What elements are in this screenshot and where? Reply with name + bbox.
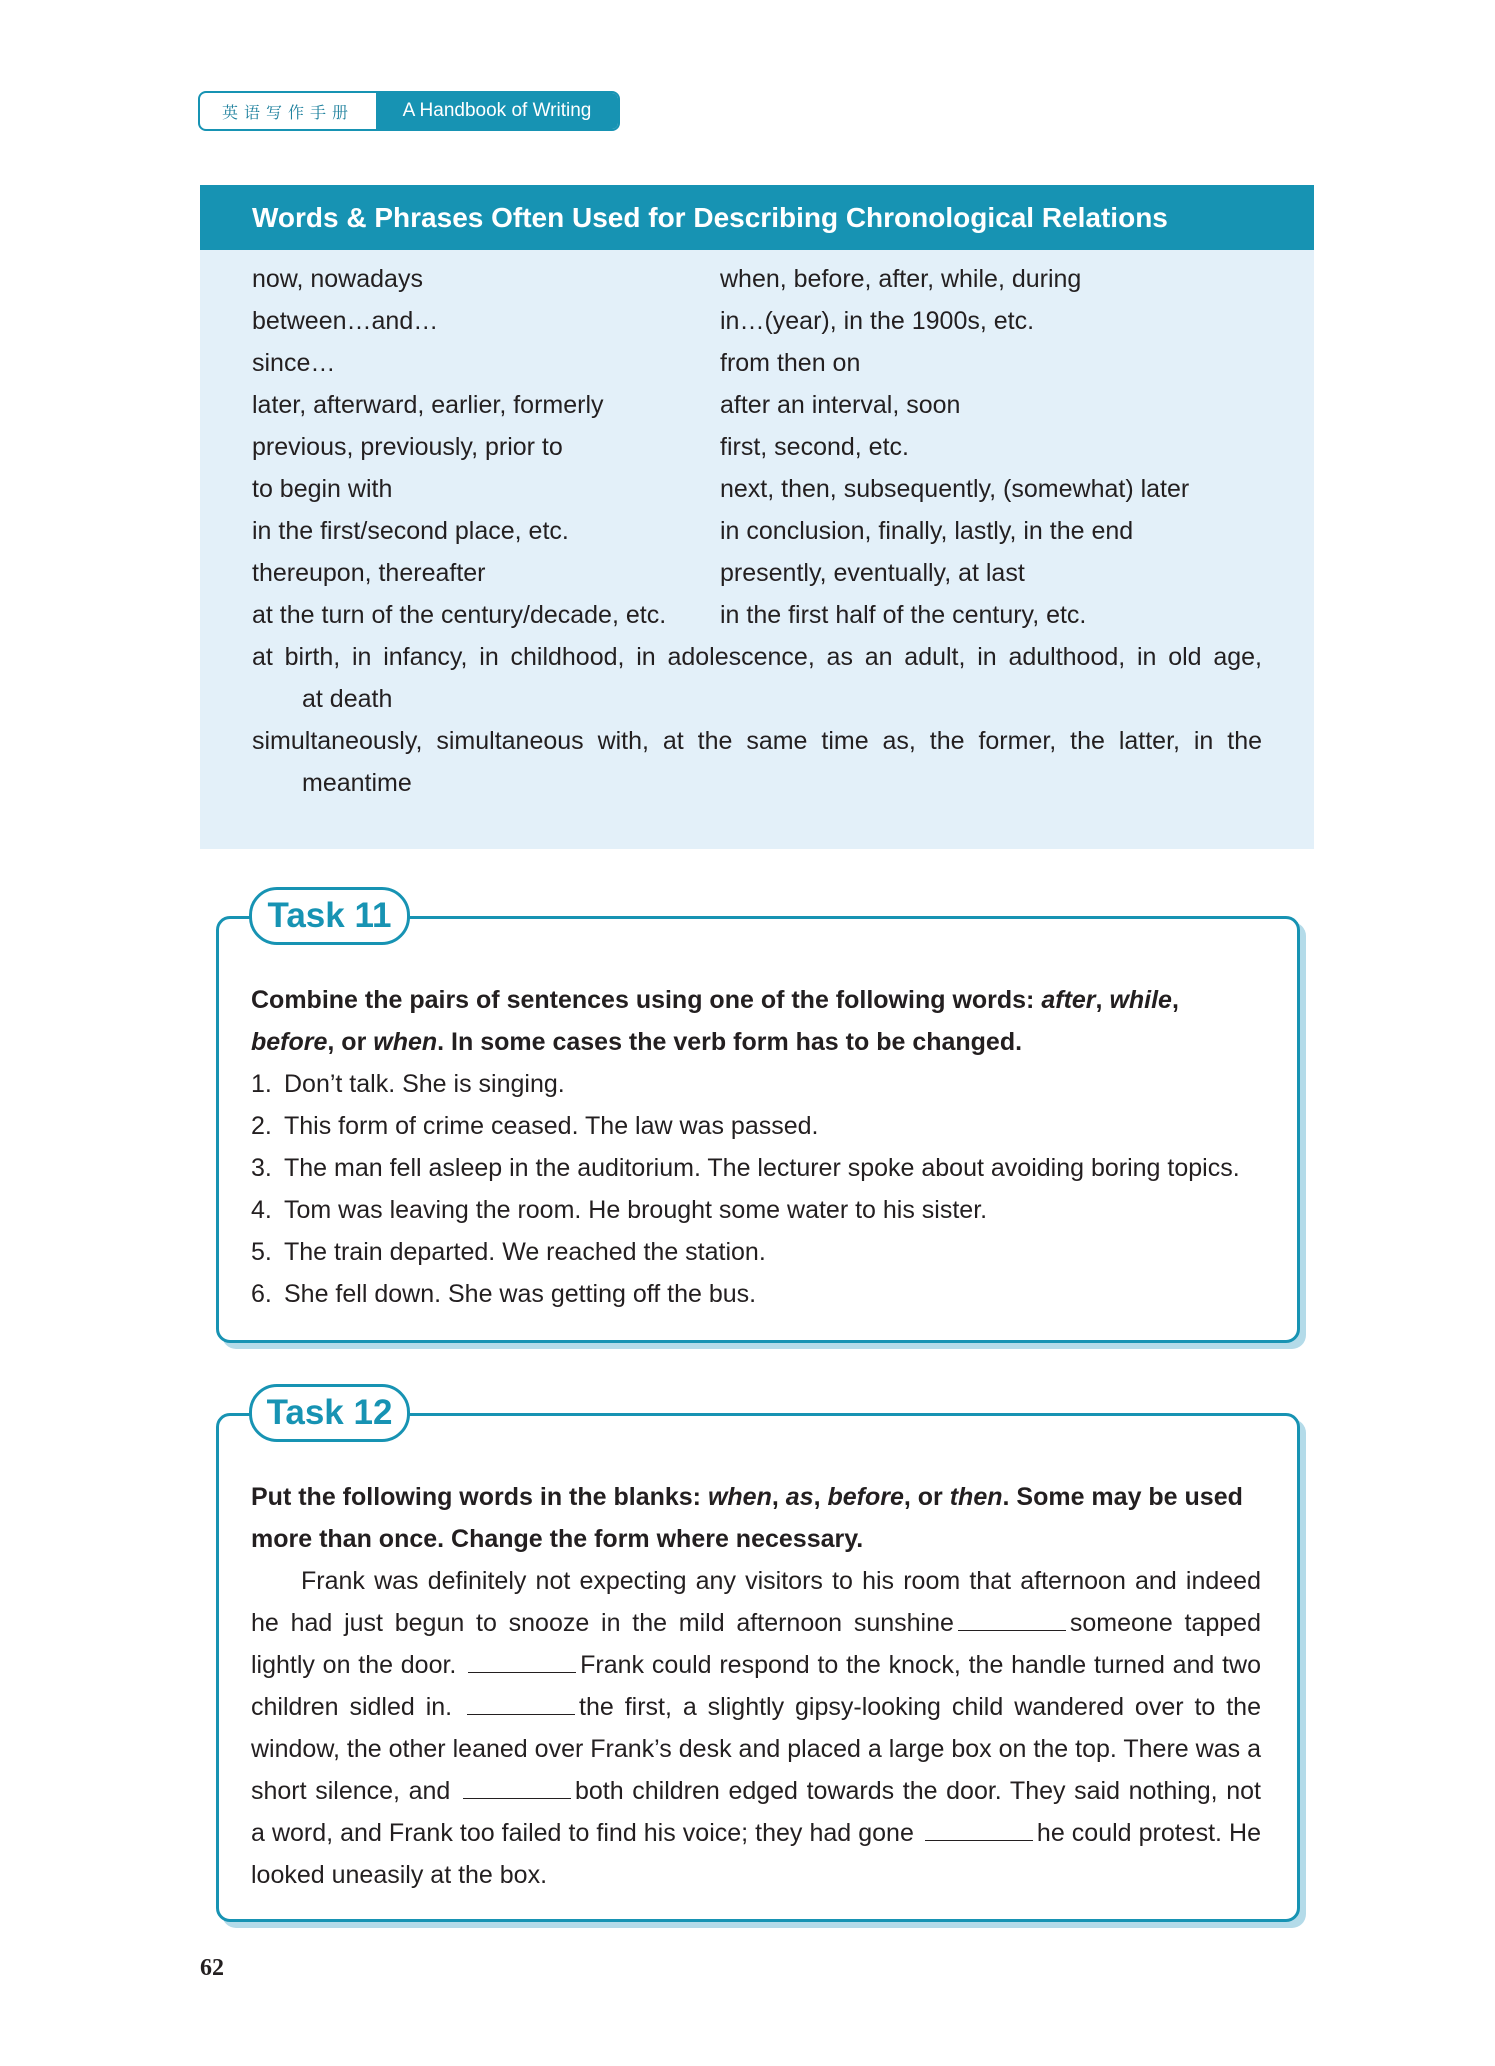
task-11-sentence [251, 1273, 1261, 1315]
word-phrase-row [252, 426, 1262, 468]
word-phrases-title: Words & Phrases Often Used for Describing Chronological Relations [200, 185, 1314, 250]
word-phrases-list [252, 258, 1262, 804]
word-phrases-long-1-cont: at death [302, 685, 393, 713]
word-phrase-left: thereupon, thereafter [252, 559, 486, 587]
word-phrase-left: since… [252, 349, 336, 377]
item-text: The train departed. We reached the station. [284, 1238, 766, 1266]
word-phrase-right: first, second, etc. [720, 433, 909, 461]
task-11-sentence [251, 1105, 1261, 1147]
blank-1[interactable] [958, 1608, 1066, 1631]
item-text: She fell down. She was getting off the bus. [284, 1280, 757, 1308]
task-11-box [216, 896, 1300, 1343]
task-12-instruction: Put the following words in the blanks: when, as, before, or then. Some may be used more than once. Change the form where necessary. [251, 1483, 1243, 1553]
word-phrase-row [252, 342, 1262, 384]
word-phrase-right: after an interval, soon [720, 391, 961, 419]
blank-2[interactable] [468, 1650, 576, 1673]
task-12-content [251, 1476, 1261, 1896]
word-phrase-right: from then on [720, 349, 861, 377]
item-text: The man fell asleep in the auditorium. The lecturer spoke about avoiding boring topics. [284, 1154, 1240, 1182]
word-phrase-right: presently, eventually, at last [720, 559, 1025, 587]
word-phrases-long-2: simultaneously, simultaneous with, at the same time as, the former, the latter, in the [252, 727, 1262, 755]
item-number: 3. [251, 1154, 272, 1182]
task-11-sentence [251, 1189, 1261, 1231]
word-phrase-left: now, nowadays [252, 265, 423, 293]
task-11-label: Task 11 [249, 887, 410, 945]
word-phrase-left: in the first/second place, etc. [252, 517, 569, 545]
task-11-sentence [251, 1231, 1261, 1273]
task-12-box [216, 1393, 1300, 1922]
task-11-sentence-list [251, 1063, 1261, 1315]
book-header-tag [198, 91, 620, 131]
blank-4[interactable] [463, 1776, 571, 1799]
word-phrase-row [252, 594, 1262, 636]
word-phrase-left: later, afterward, earlier, formerly [252, 391, 604, 419]
word-phrase-row [252, 552, 1262, 594]
word-phrases-long-1: at birth, in infancy, in childhood, in adolescence, as an adult, in adulthood, in old age, [252, 643, 1262, 671]
word-phrase-left: previous, previously, prior to [252, 433, 563, 461]
item-text: Don’t talk. She is singing. [284, 1070, 565, 1098]
page-number: 62 [200, 1955, 224, 1981]
blank-3[interactable] [467, 1692, 575, 1715]
item-number: 5. [251, 1238, 272, 1266]
blank-5[interactable] [925, 1818, 1033, 1841]
word-phrases-box [200, 185, 1314, 849]
word-phrase-row [252, 300, 1262, 342]
chinese-book-title: 英语写作手册 [221, 102, 354, 122]
english-book-title: A Handbook of Writing [376, 93, 618, 129]
word-phrase-row [252, 258, 1262, 300]
word-phrases-rows [252, 258, 1262, 636]
word-phrase-left: between…and… [252, 307, 439, 335]
word-phrase-row [252, 384, 1262, 426]
item-text: Tom was leaving the room. He brought some water to his sister. [284, 1196, 988, 1224]
task-11-sentence [251, 1063, 1261, 1105]
word-phrases-long-2-cont: meantime [302, 769, 412, 797]
task-12-passage: Frank was definitely not expecting any visitors to his room that afternoon and indeed he had just begun to snooze in the mild afternoon sunshine someone tapped lightly on the door. Frank could respond to the knock, the handle turned and two children sidled in. the first, a slightly gipsy-looking child wandered over to the window, the other leaned over Frank’s desk and placed a large box on the top. There was a short silence, and both children edged towards the door. They said nothing, not a word, and Frank too failed to find his voice; they had gone he could protest. He looked uneasily at the box. [251, 1567, 1262, 1889]
task-12-label: Task 12 [249, 1384, 410, 1442]
item-number: 6. [251, 1280, 272, 1308]
word-phrase-row [252, 510, 1262, 552]
task-11-instruction: Combine the pairs of sentences using one of the following words: after, while, before, or when. In some cases the verb form has to be changed. [251, 986, 1179, 1056]
word-phrase-row [252, 468, 1262, 510]
word-phrase-left: at the turn of the century/decade, etc. [252, 601, 667, 629]
word-phrase-right: when, before, after, while, during [720, 265, 1082, 293]
item-number: 4. [251, 1196, 272, 1224]
word-phrase-right: in conclusion, finally, lastly, in the end [720, 517, 1134, 545]
item-text: This form of crime ceased. The law was passed. [284, 1112, 819, 1140]
item-number: 2. [251, 1112, 272, 1140]
item-number: 1. [251, 1070, 272, 1098]
word-phrase-left: to begin with [252, 475, 393, 503]
word-phrase-right: in…(year), in the 1900s, etc. [720, 307, 1035, 335]
word-phrase-right: next, then, subsequently, (somewhat) later [720, 475, 1190, 503]
task-11-content [251, 979, 1261, 1315]
word-phrase-right: in the first half of the century, etc. [720, 601, 1087, 629]
task-11-sentence [251, 1147, 1261, 1189]
